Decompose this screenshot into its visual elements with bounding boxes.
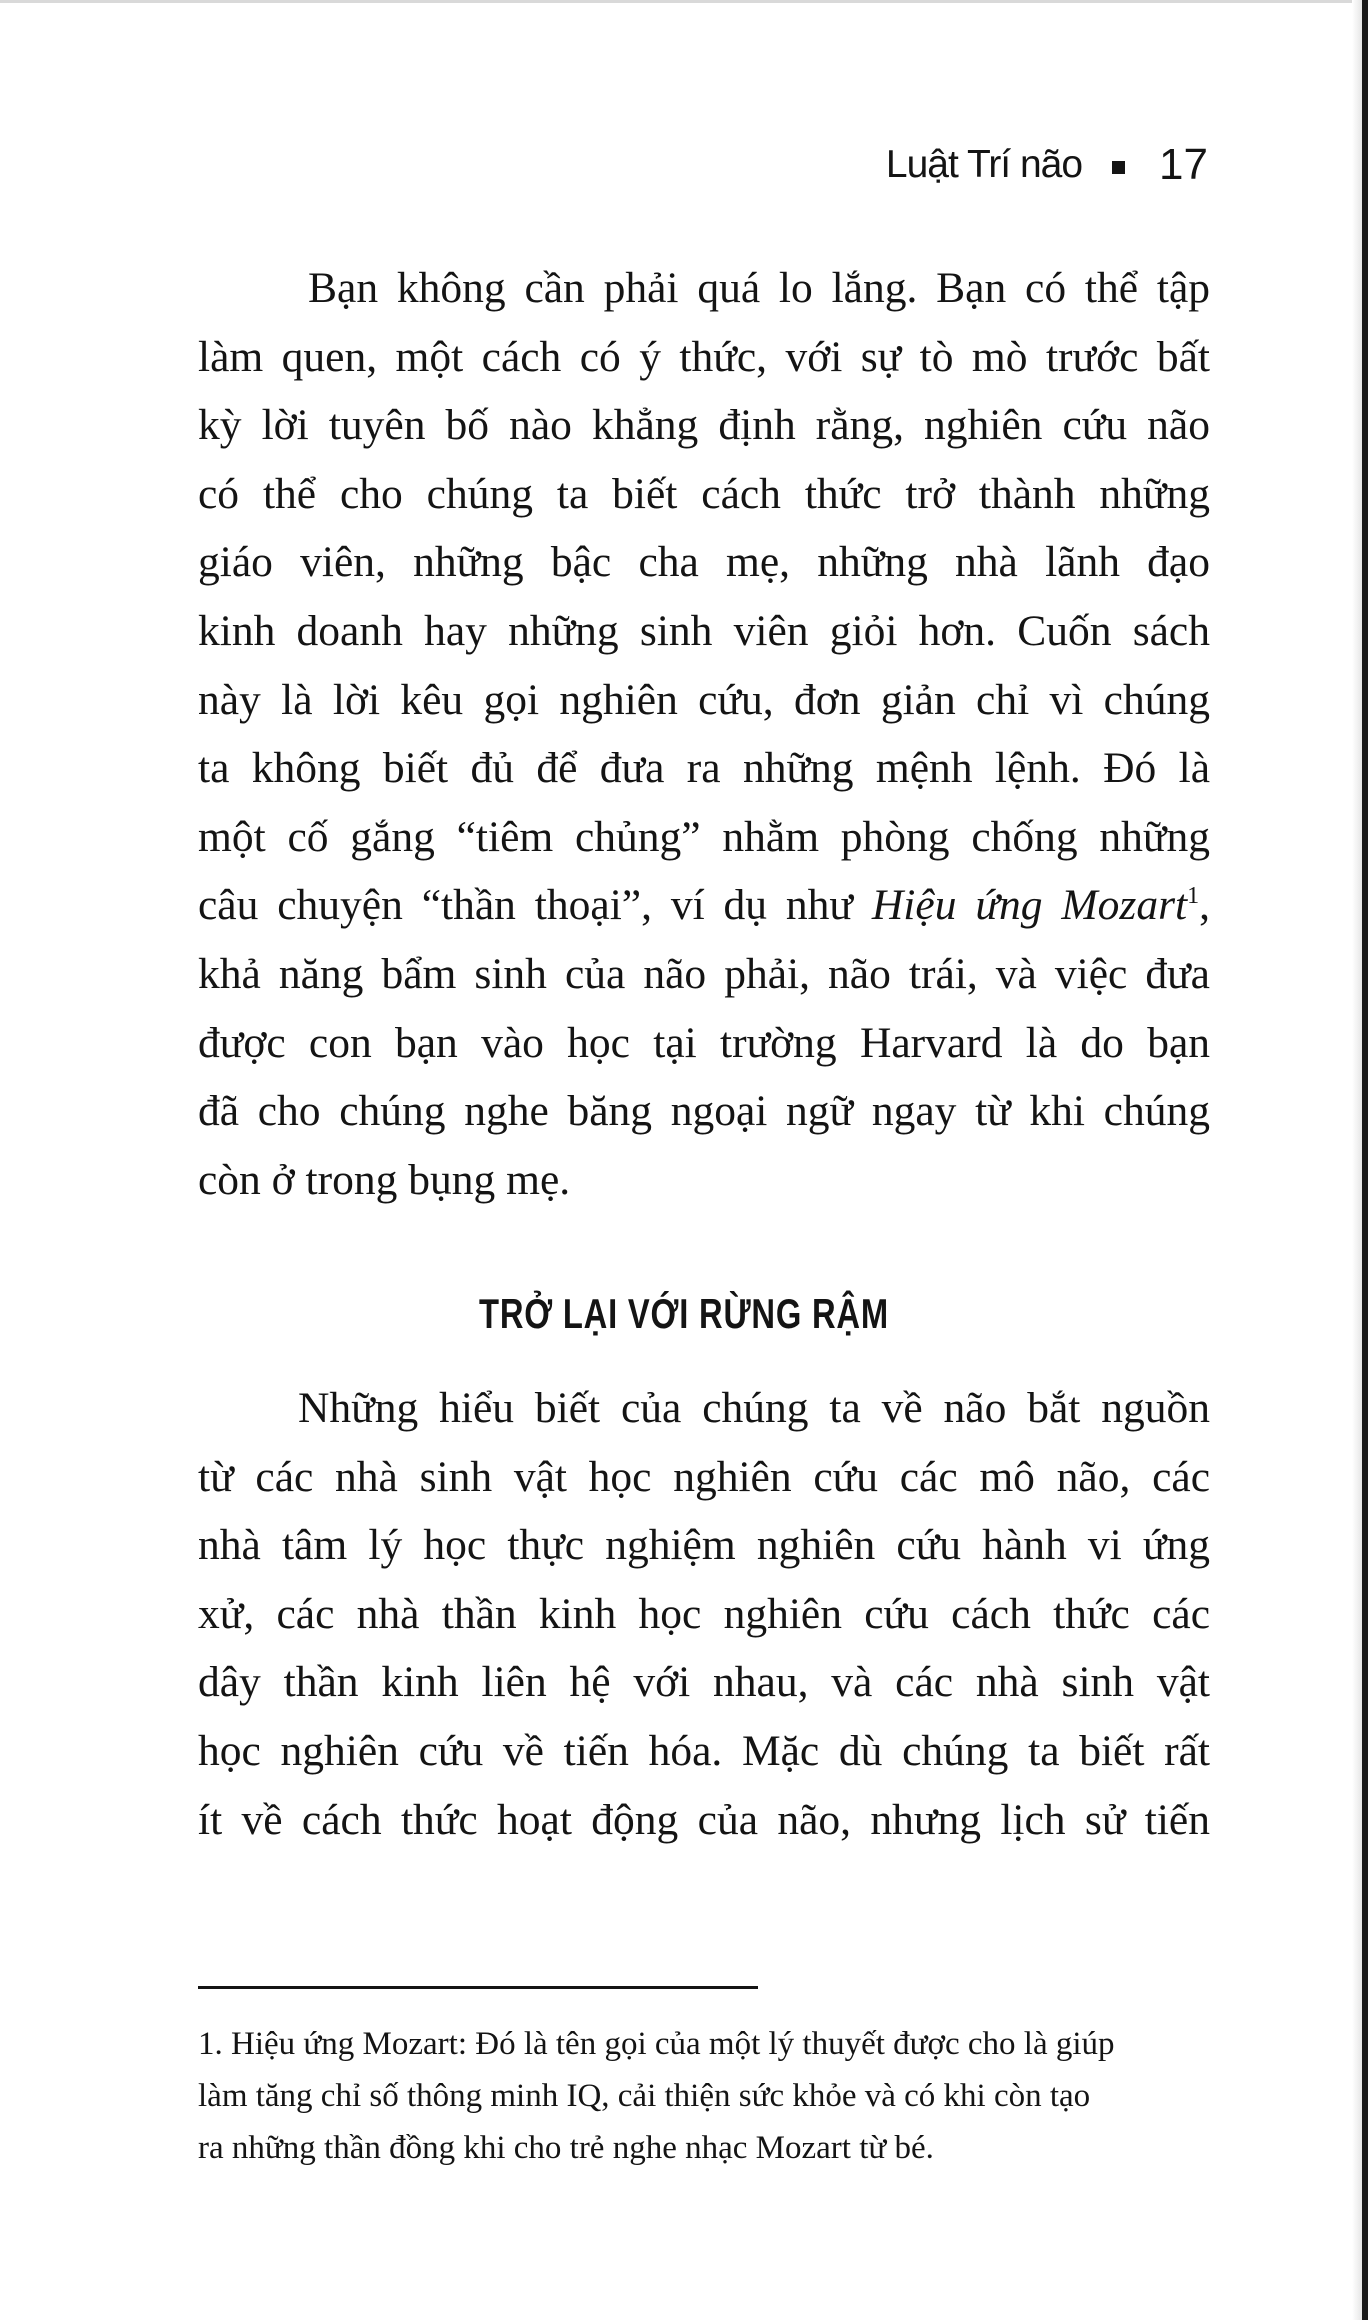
text-line: xử, các nhà thần kinh học nghiên cứu cách thức các [198, 1589, 1210, 1638]
text-run: câu chuyện “thần thoại”, ví dụ như [198, 881, 872, 930]
text-line: học nghiên cứu về tiến hóa. Mặc dù chúng ta biết rất [198, 1726, 1210, 1775]
text-line: ít về cách thức hoạt động của não, nhưng lịch sử tiến [198, 1795, 1210, 1844]
page-number: 17 [1159, 140, 1208, 189]
text-line-with-footnote-ref [198, 871, 1210, 940]
running-header [886, 140, 1208, 190]
text-line: còn ở trong bụng mẹ. [198, 1155, 571, 1204]
section-heading: TRỞ LẠI VỚI RỪNG RẬM [479, 1290, 889, 1337]
footnote-line: làm tăng chỉ số thông minh IQ, cải thiện sức khỏe và có khi còn tạo [198, 2078, 1091, 2114]
text-line: kinh doanh hay những sinh viên giỏi hơn. Cuốn sách [198, 606, 1210, 655]
footnote-ref: 1 [1187, 883, 1200, 910]
footnote-line: 1. Hiệu ứng Mozart: Đó là tên gọi của một lý thuyết được cho là giúp [198, 2026, 1115, 2062]
text-line: đã cho chúng nghe băng ngoại ngữ ngay từ khi chúng [198, 1087, 1210, 1136]
text-line: Những hiểu biết của chúng ta về não bắt nguồn [298, 1384, 1210, 1432]
text-line: này là lời kêu gọi nghiên cứu, đơn giản chỉ vì chúng [198, 675, 1210, 724]
page-top-edge [0, 0, 1368, 3]
footnote [198, 2018, 1210, 2174]
italic-term: Hiệu ứng Mozart [871, 881, 1188, 930]
header-bullet-icon [1112, 161, 1125, 174]
running-title: Luật Trí não [885, 143, 1083, 186]
footnote-line: ra những thần đồng khi cho trẻ nghe nhạc Mozart từ bé. [198, 2130, 934, 2166]
text-line: khả năng bẩm sinh của não phải, não trái, và việc đưa [198, 949, 1210, 998]
text-run: , [1199, 881, 1210, 930]
paragraph-2 [198, 1374, 1210, 1854]
text-line: có thể cho chúng ta biết cách thức trở thành những [198, 469, 1210, 518]
text-line: từ các nhà sinh vật học nghiên cứu các mô não, các [198, 1452, 1210, 1501]
text-line: giáo viên, những bậc cha mẹ, những nhà lãnh đạo [198, 538, 1210, 587]
page-right-edge [1362, 0, 1368, 2320]
text-line: được con bạn vào học tại trường Harvard là do bạn [198, 1018, 1210, 1067]
text-line: một cố gắng “tiêm chủng” nhằm phòng chống những [198, 812, 1210, 861]
text-line: ta không biết đủ để đưa ra những mệnh lệnh. Đó là [198, 744, 1210, 793]
page-right-shadow [1352, 0, 1362, 2320]
text-line: kỳ lời tuyên bố nào khẳng định rằng, nghiên cứu não [198, 401, 1210, 450]
text-line: Bạn không cần phải quá lo lắng. Bạn có thể tập [308, 264, 1210, 312]
paragraph-1 [198, 254, 1210, 1214]
footnote-divider [198, 1986, 758, 1989]
text-line: làm quen, một cách có ý thức, với sự tò mò trước bất [198, 332, 1210, 381]
text-line: nhà tâm lý học thực nghiệm nghiên cứu hành vi ứng [198, 1521, 1210, 1570]
text-line: dây thần kinh liên hệ với nhau, và các nhà sinh vật [198, 1658, 1210, 1707]
